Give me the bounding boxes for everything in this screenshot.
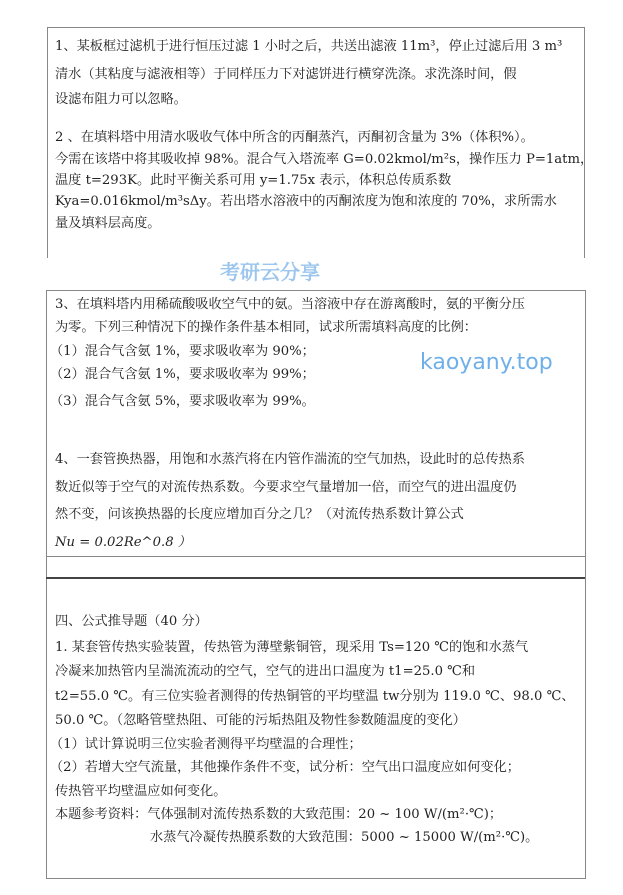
q2-line: Kya=0.016kmol/m³sΔy。若出塔水溶液中的丙酮浓度为饱和浓度的 70%，求所需水 [55,194,557,209]
q3-line: 为零。下列三种情况下的操作条件基本相同，试求所需填料高度的比例： [55,320,477,335]
sec4-line: 冷凝来加热管内呈湍流流动的空气，空气的进出口温度为 t1=25.0 ℃和 [55,664,476,679]
q3-line: 3、在填料塔内用稀硫酸吸收空气中的氨。当溶液中存在游离酸时，氨的平衡分压 [55,297,525,312]
sec4-line: 水蒸气冷凝传热膜系数的大致范围：5000 ~ 15000 W/(m²·℃)。 [150,830,539,845]
q3-line: （3）混合气含氨 5%，要求吸收率为 99%。 [50,394,315,409]
sec4-line: （2）若增大空气流量，其他操作条件不变，试分析：空气出口温度应如何变化； [50,760,520,775]
sec4-line: t2=55.0 ℃。有三位实验者测得的传热铜管的平均壁温 tw分别为 119.0 ℃、98.0 ℃、 [55,689,575,704]
watermark-url: kaoyany.top [420,350,553,375]
q4-line: 4、一套管换热器，用饱和水蒸汽将在内管作湍流的空气加热，设此时的总传热系 [55,452,525,467]
sec4-line: （1）试计算说明三位实验者测得平均壁温的合理性； [50,737,362,752]
watermark-cn: 考研云分享 [220,260,320,284]
q2-line: 2 、在填料塔中用清水吸收气体中所含的丙酮蒸汽，丙酮初含量为 3%（体积%）。 [55,130,534,145]
q2-line: 量及填料层高度。 [55,216,161,231]
section-title: 四、公式推导题（40 分） [55,614,208,629]
q2-line: 今需在该塔中将其吸收掉 98%。混合气入塔流率 G=0.02kmol/m²s，操作压力 P=1atm， [55,152,594,167]
divider-thick [46,577,585,579]
q4-line: 数近似等于空气的对流传热系数。今要求空气量增加一倍，而空气的进出温度仍 [55,480,517,495]
q3-line: （2）混合气含氨 1%，要求吸收率为 99%； [50,367,315,382]
q4-line: 然不变，问该换热器的长度应增加百分之几？（对流传热系数计算公式 [55,507,464,522]
sec4-line: 50.0 ℃。（忽略管壁热阻、可能的污垢热阻及物性参数随温度的变化） [55,713,466,728]
q1-line: 清水（其粘度与滤液相等）于同样压力下对滤饼进行横穿洗涤。求洗涤时间，假 [55,67,517,82]
q1-line: 1、某板框过滤机于进行恒压过滤 1 小时之后，共送出滤液 11m³，停止过滤后用 3 m³ [55,39,563,54]
sec4-line: 1. 某套管传热实验装置，传热管为薄壁紫铜管，现采用 Ts=120 ℃的饱和水蒸气 [55,640,529,655]
q4-formula: Nu = 0.02Re^0.8 ） [55,535,191,550]
divider [46,556,585,557]
q2-line: 温度 t=293K。此时平衡关系可用 y=1.75x 表示，体积总传质系数 [55,173,452,188]
sec4-line: 传热管平均壁温应如何变化。 [55,784,227,799]
sec4-line: 本题参考资料：气体强制对流传热系数的大致范围：20 ~ 100 W/(m²·℃)； [55,807,503,822]
q3-line: （1）混合气含氨 1%，要求吸收率为 90%； [50,344,315,359]
q1-line: 设滤布阻力可以忽略。 [55,92,187,107]
